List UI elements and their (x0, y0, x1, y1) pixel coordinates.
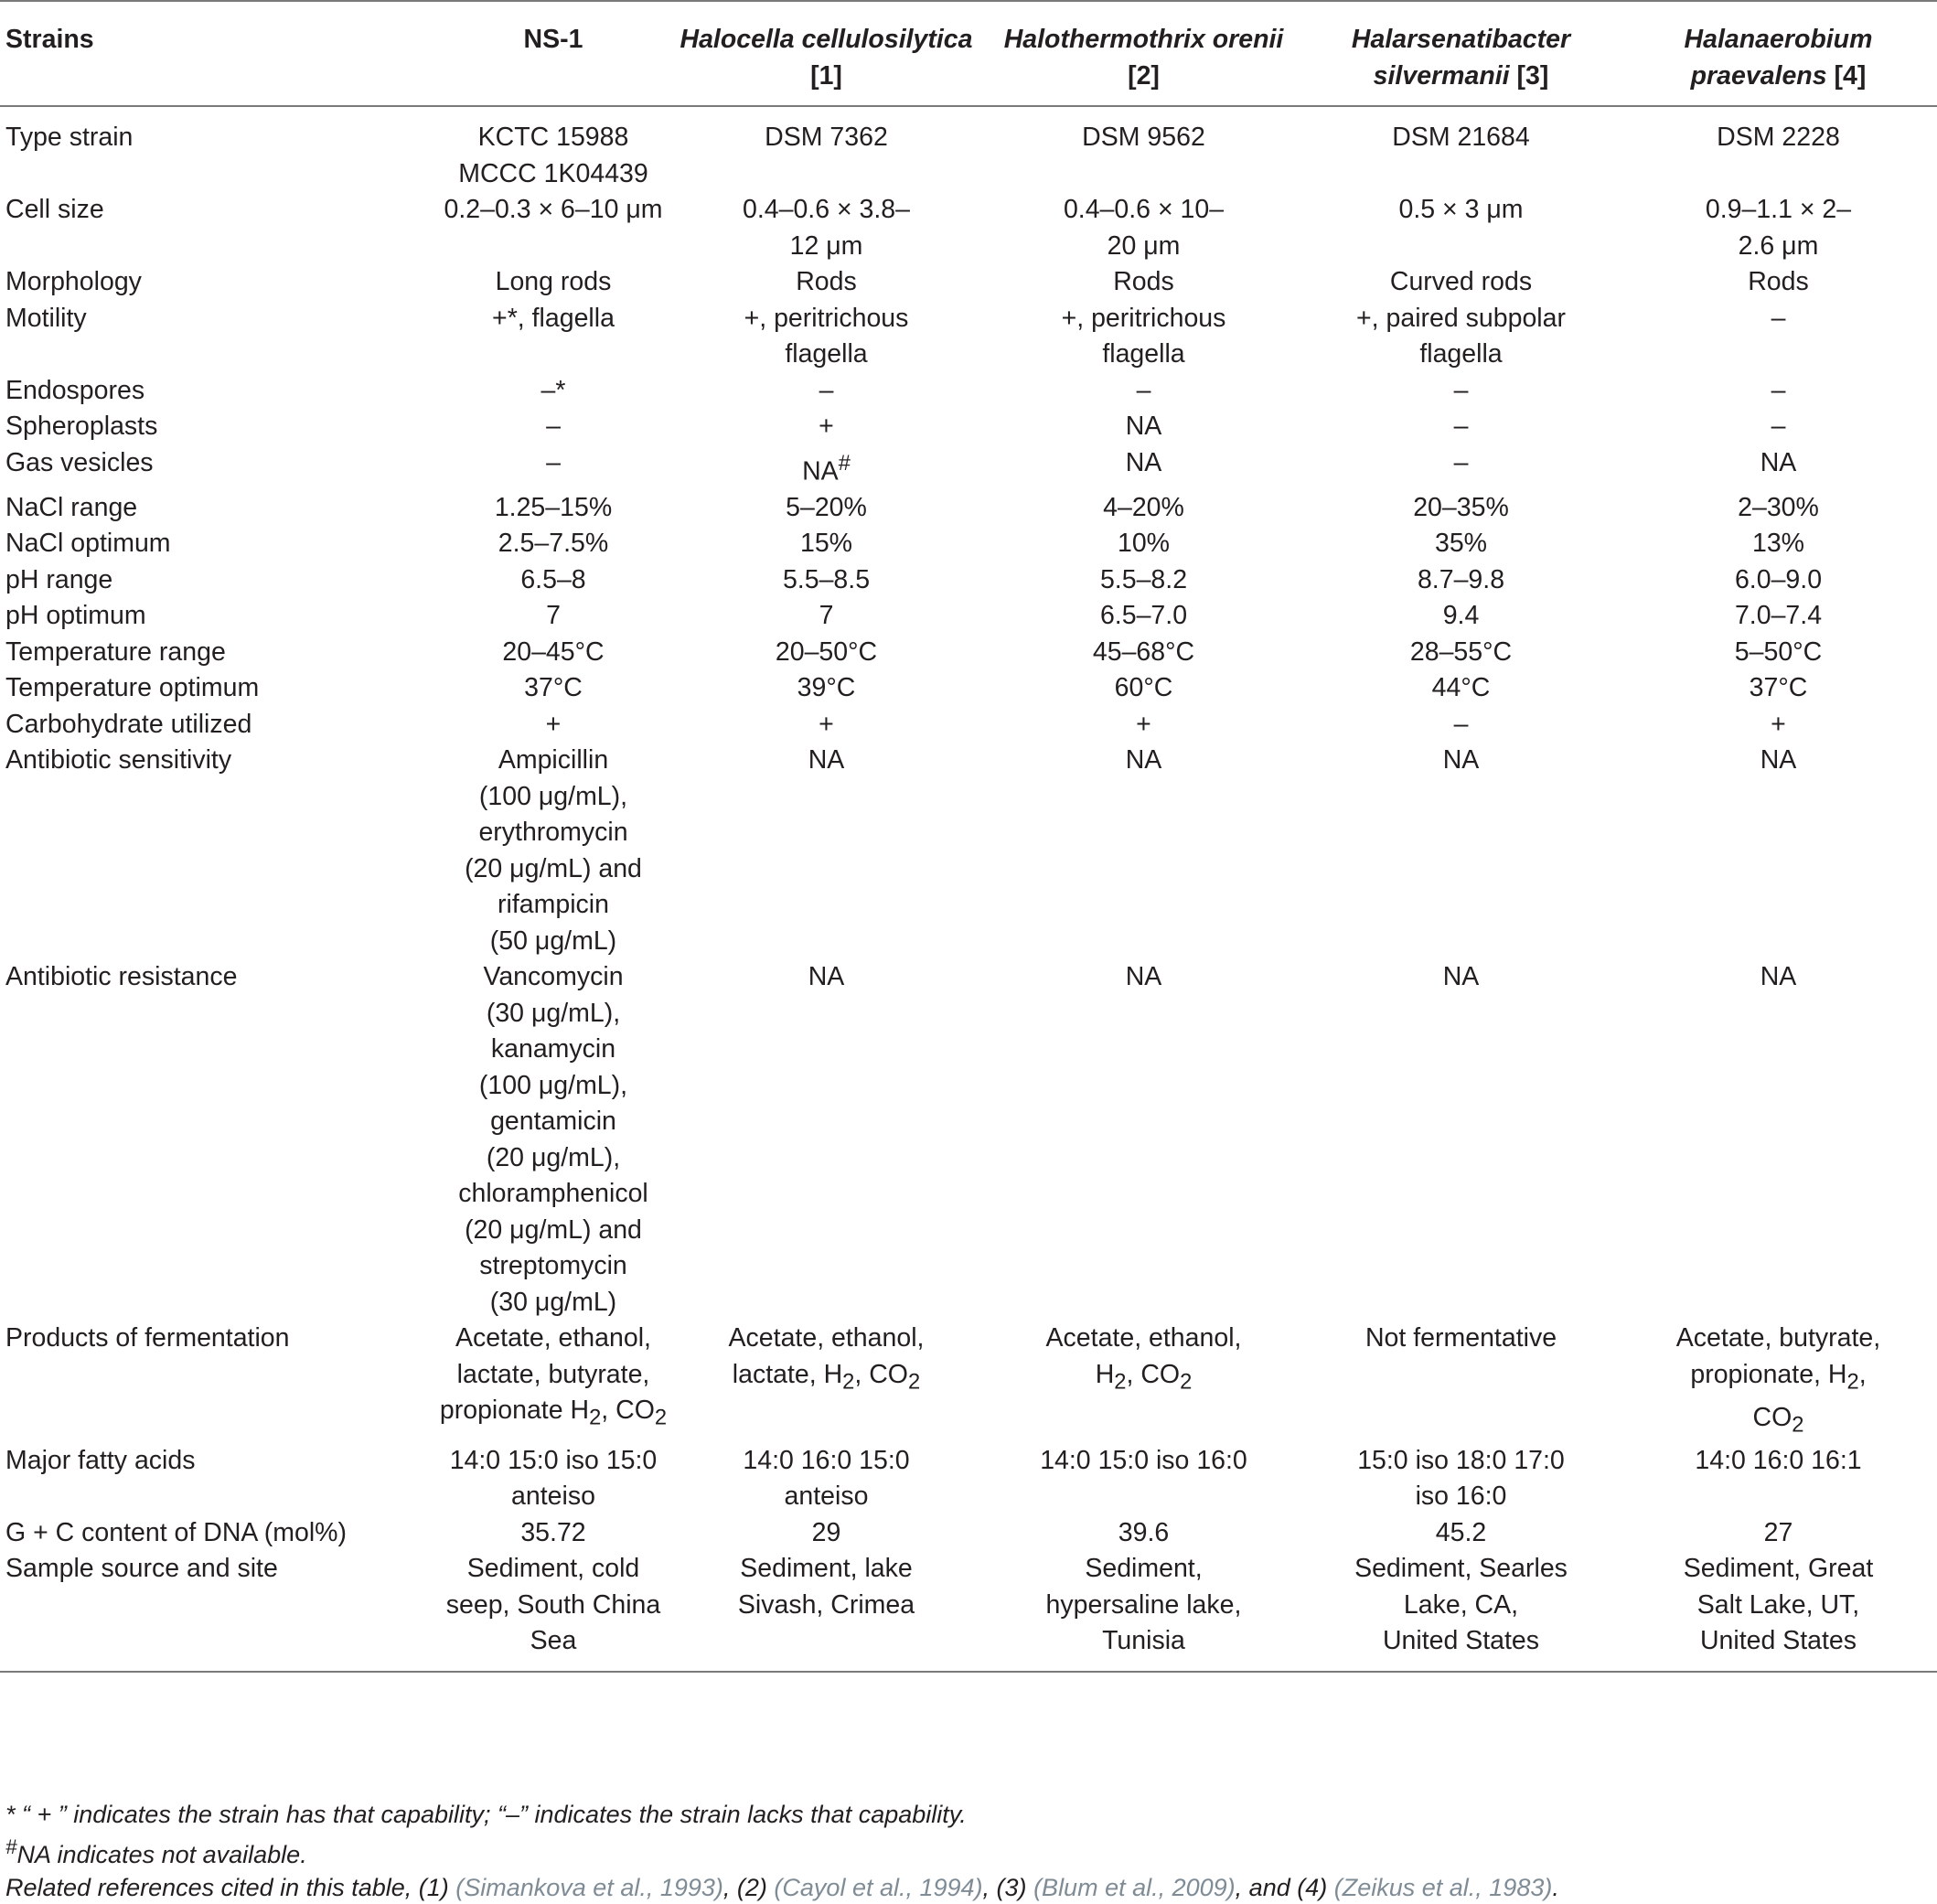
cell-halothermothrix: +, peritrichous flagella (1061, 303, 1226, 369)
cell-ns1: 35.72 (520, 1517, 586, 1547)
cell-halanaerobium: 2–30% (1738, 492, 1819, 522)
refs-sep-2: , (2) (722, 1874, 775, 1901)
cell-ns1: 7 (546, 601, 561, 630)
cell-halothermothrix: 5.5–8.2 (1099, 564, 1188, 594)
row-label: NaCl optimum (5, 529, 171, 558)
header-halothermothrix-ref: [2] (1128, 60, 1160, 91)
cell-halothermothrix: NA (1125, 412, 1162, 441)
table-row (0, 707, 1937, 743)
table-row (0, 598, 1937, 635)
cell-halocella: 5.5–8.5 (782, 564, 871, 594)
cell-halanaerobium: 27 (1763, 1517, 1793, 1547)
cell-ns1: 37°C (524, 673, 583, 702)
row-label: NaCl range (5, 492, 138, 522)
cell-halarsenatibacter: 20–35% (1413, 492, 1509, 522)
cell-halothermothrix: 0.4–0.6 × 10– 20 μm (1063, 195, 1225, 261)
cell-halanaerobium: Sediment, Great Salt Lake, UT, United States (1620, 1551, 1937, 1672)
cell-halocella: + (819, 709, 834, 739)
cell-halothermothrix: – (1136, 375, 1151, 405)
cell-halothermothrix: 60°C (1114, 673, 1173, 702)
table-row (0, 373, 1937, 410)
cell-halothermothrix: 45–68°C (1092, 636, 1195, 667)
cell-ns1: Acetate, ethanol, lactate, butyrate, propionate $H_2$, $CO_2$ (439, 1323, 668, 1430)
row-label: Temperature range (5, 636, 226, 667)
cell-halarsenatibacter: NA (1442, 745, 1480, 775)
header-halanaerobium-name: Halanaerobium praevalens (1684, 25, 1873, 91)
cell-ns1: 1.25–15% (494, 492, 613, 522)
table-row (0, 635, 1937, 671)
cell-halanaerobium: – (1771, 412, 1786, 441)
cell-halanaerobium: NA (1760, 962, 1797, 991)
cell-ns1: Vancomycin (30 μg/mL), kanamycin (100 μg/mL), gentamicin (20 μg/mL), chloramphenicol (20 μg/mL) and streptomycin (30 μg/mL) (458, 962, 648, 1317)
table-row (0, 409, 1937, 445)
row-label: pH optimum (5, 601, 146, 630)
cell-halocella: NA# (802, 450, 851, 486)
table-row (0, 445, 1937, 490)
table-row (0, 562, 1937, 599)
table-row (0, 106, 1937, 192)
refs-sep-4: , and (4) (1235, 1874, 1334, 1901)
cell-halothermothrix: Rods (1113, 267, 1174, 296)
cell-halocella: 5–20% (786, 492, 867, 522)
cell-halarsenatibacter: +, paired subpolar flagella (1356, 303, 1566, 369)
cell-halanaerobium: 0.9–1.1 × 2– 2.6 μm (1705, 195, 1852, 261)
cell-halocella: Acetate, ethanol, lactate, $H_2$, $CO_2$ (728, 1323, 925, 1395)
cell-halothermothrix: Sediment, hypersaline lake, Tunisia (985, 1551, 1302, 1672)
row-label: Motility (5, 303, 87, 333)
ref-zeikus-link[interactable]: (Zeikus et al., 1983) (1333, 1874, 1553, 1901)
cell-ns1: 20–45°C (502, 636, 605, 667)
refs-sep-3: , (3) (982, 1874, 1034, 1901)
cell-halocella: 7 (819, 601, 834, 630)
cell-halanaerobium: 6.0–9.0 (1734, 564, 1823, 594)
refs-prefix: Related references cited in this table, (1) (5, 1874, 456, 1901)
row-label: Carbohydrate utilized (5, 709, 252, 739)
cell-halanaerobium: NA (1760, 745, 1797, 775)
cell-halocella: NA (808, 962, 845, 991)
header-halanaerobium (1620, 1, 1937, 106)
table-row (0, 1443, 1937, 1515)
cell-halarsenatibacter: 0.5 × 3 μm (1398, 195, 1524, 224)
header-ns1: NS-1 (439, 1, 668, 106)
cell-halocella: 39°C (797, 673, 856, 702)
table-row (0, 264, 1937, 301)
refs-end: . (1552, 1874, 1559, 1901)
cell-halocella: Rods (796, 267, 857, 296)
cell-halarsenatibacter: 15:0 iso 18:0 17:0 iso 16:0 (1357, 1445, 1565, 1512)
table-header-row (0, 1, 1937, 106)
table-row (0, 1515, 1937, 1552)
cell-halothermothrix: NA (1125, 962, 1162, 991)
cell-halarsenatibacter: 9.4 (1442, 601, 1480, 630)
cell-halothermothrix: NA (1125, 447, 1162, 477)
cell-halarsenatibacter: DSM 21684 (1392, 123, 1530, 152)
row-label: Cell size (5, 195, 104, 224)
row-label: Sample source and site (0, 1551, 439, 1672)
cell-halarsenatibacter: 44°C (1431, 673, 1491, 702)
header-halocella-ref: [1] (810, 60, 842, 91)
row-label: Temperature optimum (5, 673, 260, 702)
table-row (0, 1551, 1937, 1672)
header-halanaerobium-ref: [4] (1834, 60, 1867, 91)
cell-halocella: 15% (799, 529, 853, 558)
ref-cayol-link[interactable]: (Cayol et al., 1994) (774, 1874, 983, 1901)
ref-blum-link[interactable]: (Blum et al., 2009) (1033, 1874, 1236, 1901)
footnote-na: #NA indicates not available. (5, 1835, 307, 1868)
cell-ns1: 0.2–0.3 × 6–10 μm (444, 195, 663, 224)
cell-halanaerobium: 7.0–7.4 (1734, 601, 1823, 630)
cell-ns1: Sediment, cold seep, South China Sea (439, 1551, 668, 1672)
cell-halanaerobium: + (1771, 709, 1786, 739)
table-row (0, 959, 1937, 1321)
header-halocella (668, 1, 985, 106)
row-label: Spheroplasts (5, 412, 158, 441)
cell-ns1: +*, flagella (492, 303, 615, 333)
cell-halothermothrix: 10% (1117, 529, 1171, 558)
table-footnotes (5, 1798, 1926, 1904)
cell-halanaerobium: DSM 2228 (1717, 123, 1840, 152)
cell-ns1: KCTC 15988 MCCC 1K04439 (458, 123, 648, 188)
header-halarsenatibacter-ref: [3] (1516, 60, 1549, 91)
cell-halothermothrix: 6.5–7.0 (1099, 601, 1188, 630)
cell-halarsenatibacter: 35% (1434, 529, 1488, 558)
row-label: Morphology (5, 267, 142, 296)
cell-halocella: DSM 7362 (765, 123, 888, 152)
row-label: Antibiotic resistance (5, 962, 238, 991)
cell-halocella: 29 (811, 1517, 841, 1547)
table-row (0, 490, 1937, 527)
row-label: G + C content of DNA (mol%) (5, 1517, 348, 1547)
cell-halothermothrix: + (1136, 709, 1151, 739)
cell-halarsenatibacter: – (1453, 412, 1469, 441)
row-label: pH range (5, 564, 113, 594)
cell-halocella: Sediment, lake Sivash, Crimea (668, 1551, 985, 1672)
row-label: Products of fermentation (5, 1323, 290, 1353)
cell-ns1: Long rods (495, 267, 612, 296)
cell-halocella: 0.4–0.6 × 3.8– 12 μm (742, 195, 911, 261)
cell-ns1: – (546, 447, 561, 477)
table-row (0, 743, 1937, 959)
cell-ns1: Ampicillin (100 μg/mL), erythromycin (20 μg/mL) and rifampicin (50 μg/mL) (465, 745, 642, 956)
cell-halocella: 20–50°C (775, 636, 878, 667)
header-halarsenatibacter-name: Halarsenatibacter silvermanii (1351, 25, 1571, 91)
cell-halanaerobium: Rods (1748, 267, 1809, 296)
cell-halarsenatibacter: – (1453, 375, 1469, 405)
cell-halothermothrix: Acetate, ethanol, $H_2$, $CO_2$ (1045, 1323, 1242, 1395)
cell-halanaerobium: NA (1760, 447, 1797, 477)
cell-ns1: + (545, 709, 562, 739)
cell-halanaerobium: 14:0 16:0 16:1 (1695, 1445, 1862, 1475)
cell-halothermothrix: 39.6 (1118, 1517, 1170, 1547)
cell-ns1: – (546, 412, 561, 441)
cell-halanaerobium: Acetate, butyrate, propionate, $H_2$, $CO_2$ (1675, 1323, 1881, 1438)
header-halocella-name: Halocella cellulosilytica (680, 25, 973, 54)
table-row (0, 192, 1937, 264)
header-halarsenatibacter (1302, 1, 1620, 106)
row-label: Endospores (5, 375, 145, 405)
ref-simankova-link[interactable]: (Simankova et al., 1993) (455, 1874, 723, 1901)
cell-halanaerobium: – (1771, 375, 1786, 405)
header-halothermothrix (985, 1, 1302, 106)
table-row (0, 670, 1937, 707)
row-label: Major fatty acids (5, 1445, 196, 1475)
cell-ns1: 6.5–8 (520, 564, 586, 594)
header-strains: Strains (0, 1, 439, 106)
cell-halarsenatibacter: 28–55°C (1409, 636, 1513, 667)
cell-halocella: – (819, 375, 834, 405)
cell-halanaerobium: 13% (1751, 529, 1805, 558)
cell-halocella: +, peritrichous flagella (744, 303, 909, 369)
cell-halarsenatibacter: 45.2 (1435, 1517, 1487, 1547)
cell-halanaerobium: – (1771, 303, 1786, 333)
table-body (0, 106, 1937, 1672)
cell-halothermothrix: 14:0 15:0 iso 16:0 (1040, 1445, 1247, 1475)
cell-halocella: 14:0 16:0 15:0 anteiso (743, 1445, 910, 1512)
cell-ns1: 2.5–7.5% (498, 529, 609, 558)
footnote-capability: * “ + ” indicates the strain has that capability; “–” indicates the strain lacks that capability. (5, 1801, 967, 1828)
table-row (0, 1321, 1937, 1443)
cell-halothermothrix: 4–20% (1103, 492, 1184, 522)
row-label: Antibiotic sensitivity (5, 745, 232, 775)
cell-halarsenatibacter: Not fermentative (1364, 1323, 1557, 1353)
cell-halarsenatibacter: Curved rods (1389, 267, 1533, 296)
cell-halarsenatibacter: NA (1442, 962, 1480, 991)
cell-halocella: NA (808, 745, 845, 775)
table-row (0, 526, 1937, 562)
row-label: Gas vesicles (5, 447, 154, 477)
cell-halanaerobium: 5–50°C (1734, 636, 1823, 667)
cell-halarsenatibacter: Sediment, Searles Lake, CA, United States (1302, 1551, 1620, 1672)
cell-ns1: –* (540, 375, 566, 405)
cell-halothermothrix: DSM 9562 (1082, 123, 1205, 152)
header-halothermothrix-name: Halothermothrix orenii (1003, 25, 1284, 54)
cell-halanaerobium: 37°C (1749, 673, 1808, 702)
row-label: Type strain (5, 123, 134, 152)
cell-halarsenatibacter: – (1453, 447, 1469, 477)
cell-halarsenatibacter: – (1453, 709, 1469, 739)
table-row (0, 301, 1937, 373)
cell-halothermothrix: NA (1125, 745, 1162, 775)
cell-halocella: + (819, 412, 834, 441)
cell-ns1: 14:0 15:0 iso 15:0 anteiso (449, 1445, 658, 1512)
cell-halarsenatibacter: 8.7–9.8 (1417, 564, 1505, 594)
